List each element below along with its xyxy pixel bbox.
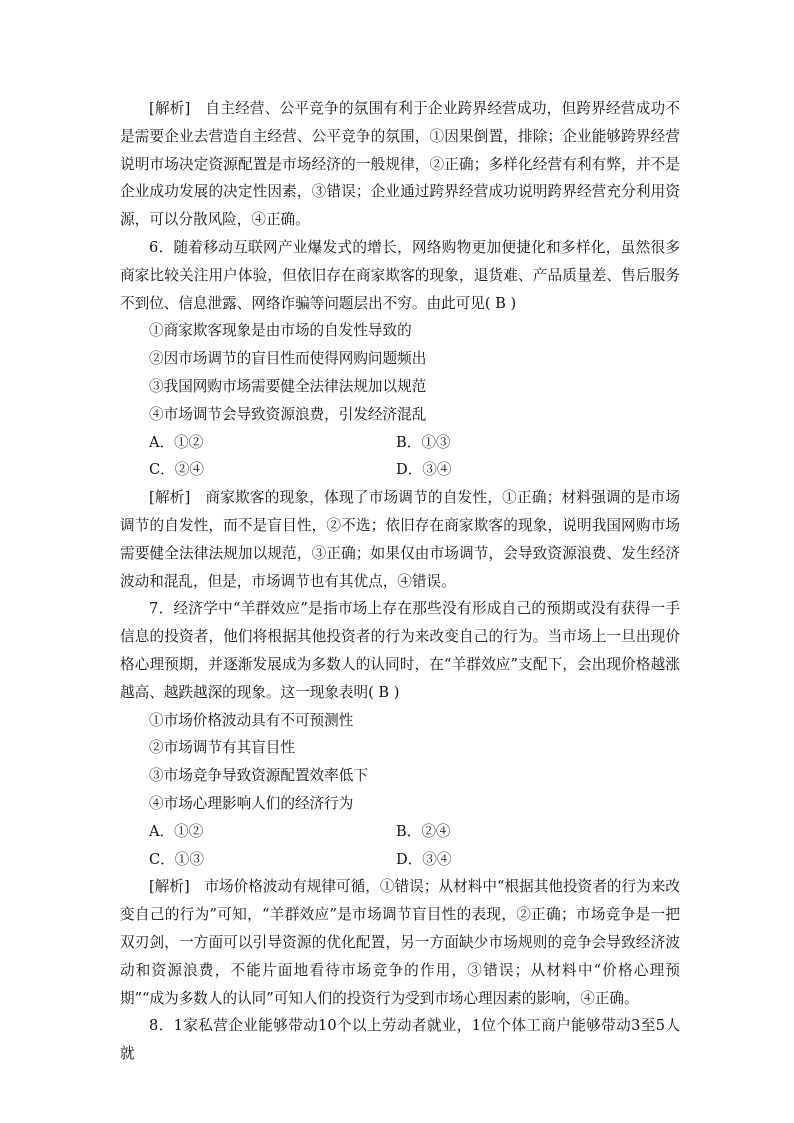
option-d: D．③④ <box>396 461 452 479</box>
question-7-options-row-2 <box>120 846 680 874</box>
question-6-options-row-1 <box>120 429 680 457</box>
option-c: C．②④ <box>149 461 204 479</box>
analysis-text: 商家欺客的现象，体现了市场调节的自发性，①正确；材料强调的是市场调节的自发性，而不是盲目性，②不选；依旧存在商家欺客的现象，说明我国网购市场需要健全法律法规加以规范，③正确；如果仅由市场调节，会导致资源浪费、发生经济波动和混乱，但是，市场调节也有其优点，④错误。 <box>120 489 680 590</box>
option-a: A．①② <box>149 822 204 840</box>
question-7-statement-1: ①市场价格波动具有不可预测性 <box>149 711 354 729</box>
question-8-stem: 8．1家私营企业能够带动10个以上劳动者就业，1位个体工商户能够带动3至5人就 <box>120 1017 680 1063</box>
analysis-label: [解析] <box>149 878 190 896</box>
analysis-text: 自主经营、公平竞争的氛围有利于企业跨界经营成功，但跨界经营成功不是需要企业去营造自主经营、公平竞争的氛围，①因果倒置，排除；企业能够跨界经营说明市场决定资源配置是市场经济的一般规律，②正确；多样化经营有利有弊，并不是企业成功发展的决定性因素，③错误；企业通过跨界经营成功说明跨界经营充分利用资源，可以分散风险，④正确。 <box>120 100 680 229</box>
question-6-statement-4: ④市场调节会导致资源浪费，引发经济混乱 <box>149 405 427 423</box>
question-7-statement-2: ②市场调节有其盲目性 <box>149 739 295 757</box>
analysis-paragraph <box>120 95 680 234</box>
option-c: C．①③ <box>149 850 204 868</box>
question-7-stem: 7．经济学中“羊群效应”是指市场上存在那些没有形成自己的预期或没有获得一手信息的投资者，他们将根据其他投资者的行为来改变自己的行为。当市场上一旦出现价格心理预期，并逐渐发展成为多数人的认同时，在“羊群效应”支配下，会出现价格越涨越高、越跌越深的现象。这一现象表明( B ) <box>120 600 680 701</box>
option-b: B．②④ <box>396 822 451 840</box>
analysis-label: [解析] <box>149 100 191 117</box>
question-6-stem: 6．随着移动互联网产业爆发式的增长，网络购物更加便捷化和多样化，虽然很多商家比较关注用户体验，但依旧存在商家欺客的现象，退货难、产品质量差、售后服务不到位、信息泄露、网络诈骗等问题层出不穷。由此可见( B ) <box>120 238 680 312</box>
question-7-statement-3: ③市场竞争导致资源配置效率低下 <box>149 767 368 785</box>
analysis-paragraph <box>120 873 680 1012</box>
question-6-statement-3: ③我国网购市场需要健全法律法规加以规范 <box>149 377 427 395</box>
analysis-paragraph <box>120 484 680 595</box>
question-7-options-row-1 <box>120 818 680 846</box>
option-a: A．①② <box>149 433 204 451</box>
option-d: D．③④ <box>396 850 452 868</box>
option-b: B．①③ <box>396 433 451 451</box>
analysis-label: [解析] <box>149 489 191 507</box>
question-6-options-row-2 <box>120 456 680 484</box>
analysis-text: 市场价格波动有规律可循，①错误；从材料中“根据其他投资者的行为来改变自己的行为”可知，“羊群效应”是市场调节盲目性的表现，②正确；市场竞争是一把双刃剑，一方面可以引导资源的优化配置，另一方面缺少市场规则的竞争会导致经济波动和资源浪费，不能片面地看待市场竞争的作用，③错误；从材料中“价格心理预期”“成为多数人的认同”可知人们的投资行为受到市场心理因素的影响，④正确。 <box>120 878 680 1007</box>
question-6-statement-1: ①商家欺客现象是由市场的自发性导致的 <box>149 322 412 340</box>
question-7-statement-4: ④市场心理影响人们的经济行为 <box>149 794 354 812</box>
question-6-statement-2: ②因市场调节的盲目性而使得网购问题频出 <box>149 350 427 368</box>
document-body <box>120 95 680 1068</box>
